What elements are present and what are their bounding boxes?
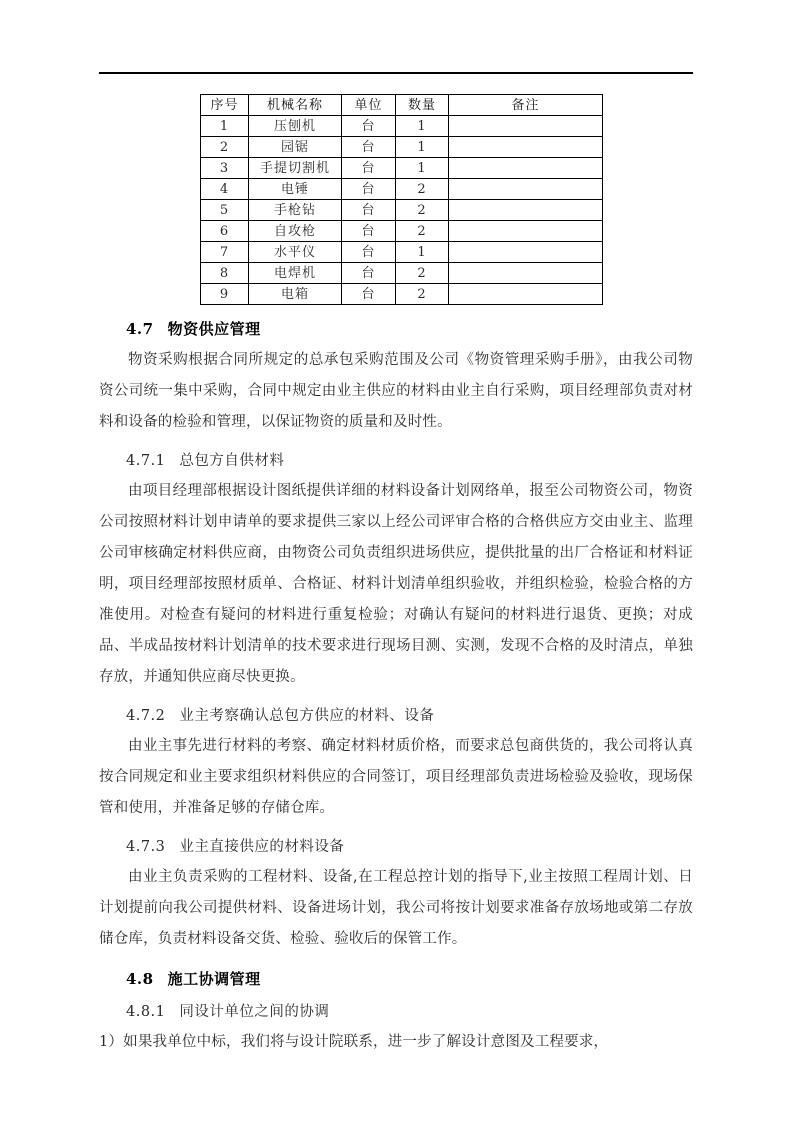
section-title: 物资供应管理 — [167, 320, 261, 338]
cell-name: 电箱 — [249, 284, 342, 305]
table-row — [201, 221, 603, 242]
cell-remark — [449, 221, 603, 242]
paragraph-4-8-1-item-1: 1）如果我单位中标，我们将与设计院联系，进一步了解设计意图及工程要求， — [99, 1034, 609, 1050]
cell-index: 9 — [201, 284, 249, 305]
cell-quantity: 1 — [396, 116, 449, 137]
section-title: 总包方自供材料 — [179, 453, 285, 469]
cell-remark — [449, 200, 603, 221]
column-header-name: 机械名称 — [249, 95, 342, 116]
table-row — [201, 242, 603, 263]
cell-remark — [449, 137, 603, 158]
section-title: 同设计单位之间的协调 — [179, 1004, 330, 1020]
section-heading-4-7-3 — [126, 835, 693, 856]
cell-unit: 台 — [342, 179, 396, 200]
header-rule — [99, 72, 693, 74]
section-heading-4-7-1 — [126, 449, 693, 470]
paragraph-4-7-1-detail: 由项目经理部根据设计图纸提供详细的材料设备计划网络单，报至公司物资公司，物资公司按照材料计划申请单的要求提供三家以上经公司评审合格的合格供应方交由业主、监理公司审核确定材料供应商，由物资公司负责组织进场供应，提供批量的出厂合格证和材料证明，项目经理部按照材质单、合格证、材料计划清单组织验收，并组织检验，检验合格的方准使用。对检查有疑问的材料进行重复检验；对确认有疑问的材料进行退货、更换；对成品、半成品按材料计划清单的技术要求进行现场目测、实测，发现不合格的及时清点，单独存放，并通知供应商尽快更换。 — [99, 483, 693, 685]
table-row — [201, 116, 603, 137]
cell-quantity: 1 — [396, 137, 449, 158]
cell-remark — [449, 284, 603, 305]
cell-index: 7 — [201, 242, 249, 263]
section-heading-4-8-1 — [126, 1000, 693, 1021]
document-content — [99, 94, 693, 1058]
table-header-row — [201, 95, 603, 116]
table-row — [201, 179, 603, 200]
cell-name: 水平仪 — [249, 242, 342, 263]
section-heading-4-7 — [126, 318, 693, 339]
cell-quantity: 2 — [396, 263, 449, 284]
cell-remark — [449, 158, 603, 179]
table-row — [201, 284, 603, 305]
cell-unit: 台 — [342, 137, 396, 158]
section-number: 4.7 — [126, 320, 154, 338]
cell-index: 8 — [201, 263, 249, 284]
paragraph-4-7-3-detail: 由业主负责采购的工程材料、设备,在工程总控计划的指导下,业主按照工程周计划、日计划提前向我公司提供材料、设备进场计划，我公司将按计划要求准备存放场地或第二存放储仓库，负责材料设备交货、检验、验收后的保管工作。 — [99, 869, 693, 947]
cell-name: 压刨机 — [249, 116, 342, 137]
cell-index: 3 — [201, 158, 249, 179]
cell-remark — [449, 179, 603, 200]
cell-index: 4 — [201, 179, 249, 200]
cell-unit: 台 — [342, 221, 396, 242]
section-number: 4.7.3 — [126, 839, 166, 855]
table-header — [201, 95, 603, 116]
cell-quantity: 2 — [396, 221, 449, 242]
table-row — [201, 200, 603, 221]
section-title: 施工协调管理 — [167, 970, 261, 988]
cell-remark — [449, 116, 603, 137]
cell-unit: 台 — [342, 242, 396, 263]
column-header-unit: 单位 — [342, 95, 396, 116]
cell-name: 电焊机 — [249, 263, 342, 284]
section-heading-4-7-2 — [126, 704, 693, 725]
cell-unit: 台 — [342, 263, 396, 284]
section-heading-4-8 — [126, 968, 693, 989]
column-header-quantity: 数量 — [396, 95, 449, 116]
paragraph-4-7-2-detail: 由业主事先进行材料的考察、确定材料材质价格，而要求总包商供货的，我公司将认真按合同规定和业主要求组织材料供应的合同签订，项目经理部负责进场检验及验收，现场保管和使用，并准备足够的存储仓库。 — [99, 738, 693, 816]
cell-quantity: 1 — [396, 242, 449, 263]
table-row — [201, 137, 603, 158]
cell-name: 自攻枪 — [249, 221, 342, 242]
cell-remark — [449, 242, 603, 263]
column-header-remark: 备注 — [449, 95, 603, 116]
cell-quantity: 2 — [396, 179, 449, 200]
section-number: 4.8 — [126, 970, 154, 988]
cell-index: 2 — [201, 137, 249, 158]
cell-remark — [449, 263, 603, 284]
section-number: 4.8.1 — [126, 1004, 166, 1020]
cell-name: 手枪钻 — [249, 200, 342, 221]
cell-name: 手提切割机 — [249, 158, 342, 179]
cell-quantity: 1 — [396, 158, 449, 179]
section-title: 业主直接供应的材料设备 — [179, 839, 345, 855]
table-body — [201, 116, 603, 305]
section-number: 4.7.2 — [126, 708, 166, 724]
cell-unit: 台 — [342, 200, 396, 221]
cell-index: 5 — [201, 200, 249, 221]
paragraph-4-7-1-body: 物资采购根据合同所规定的总承包采购范围及公司《物资管理采购手册》，由我公司物资公司统一集中采购，合同中规定由业主供应的材料由业主自行采购，项目经理部负责对材料和设备的检验和管理，以保证物资的质量和及时性。 — [99, 352, 693, 430]
cell-name: 电锤 — [249, 179, 342, 200]
cell-unit: 台 — [342, 284, 396, 305]
table-row — [201, 263, 603, 284]
cell-name: 园锯 — [249, 137, 342, 158]
cell-unit: 台 — [342, 116, 396, 137]
equipment-table — [200, 94, 603, 305]
section-title: 业主考察确认总包方供应的材料、设备 — [179, 708, 435, 724]
cell-quantity: 2 — [396, 284, 449, 305]
table-row — [201, 158, 603, 179]
column-header-index: 序号 — [201, 95, 249, 116]
cell-index: 1 — [201, 116, 249, 137]
section-number: 4.7.1 — [126, 453, 166, 469]
cell-quantity: 2 — [396, 200, 449, 221]
cell-unit: 台 — [342, 158, 396, 179]
cell-index: 6 — [201, 221, 249, 242]
